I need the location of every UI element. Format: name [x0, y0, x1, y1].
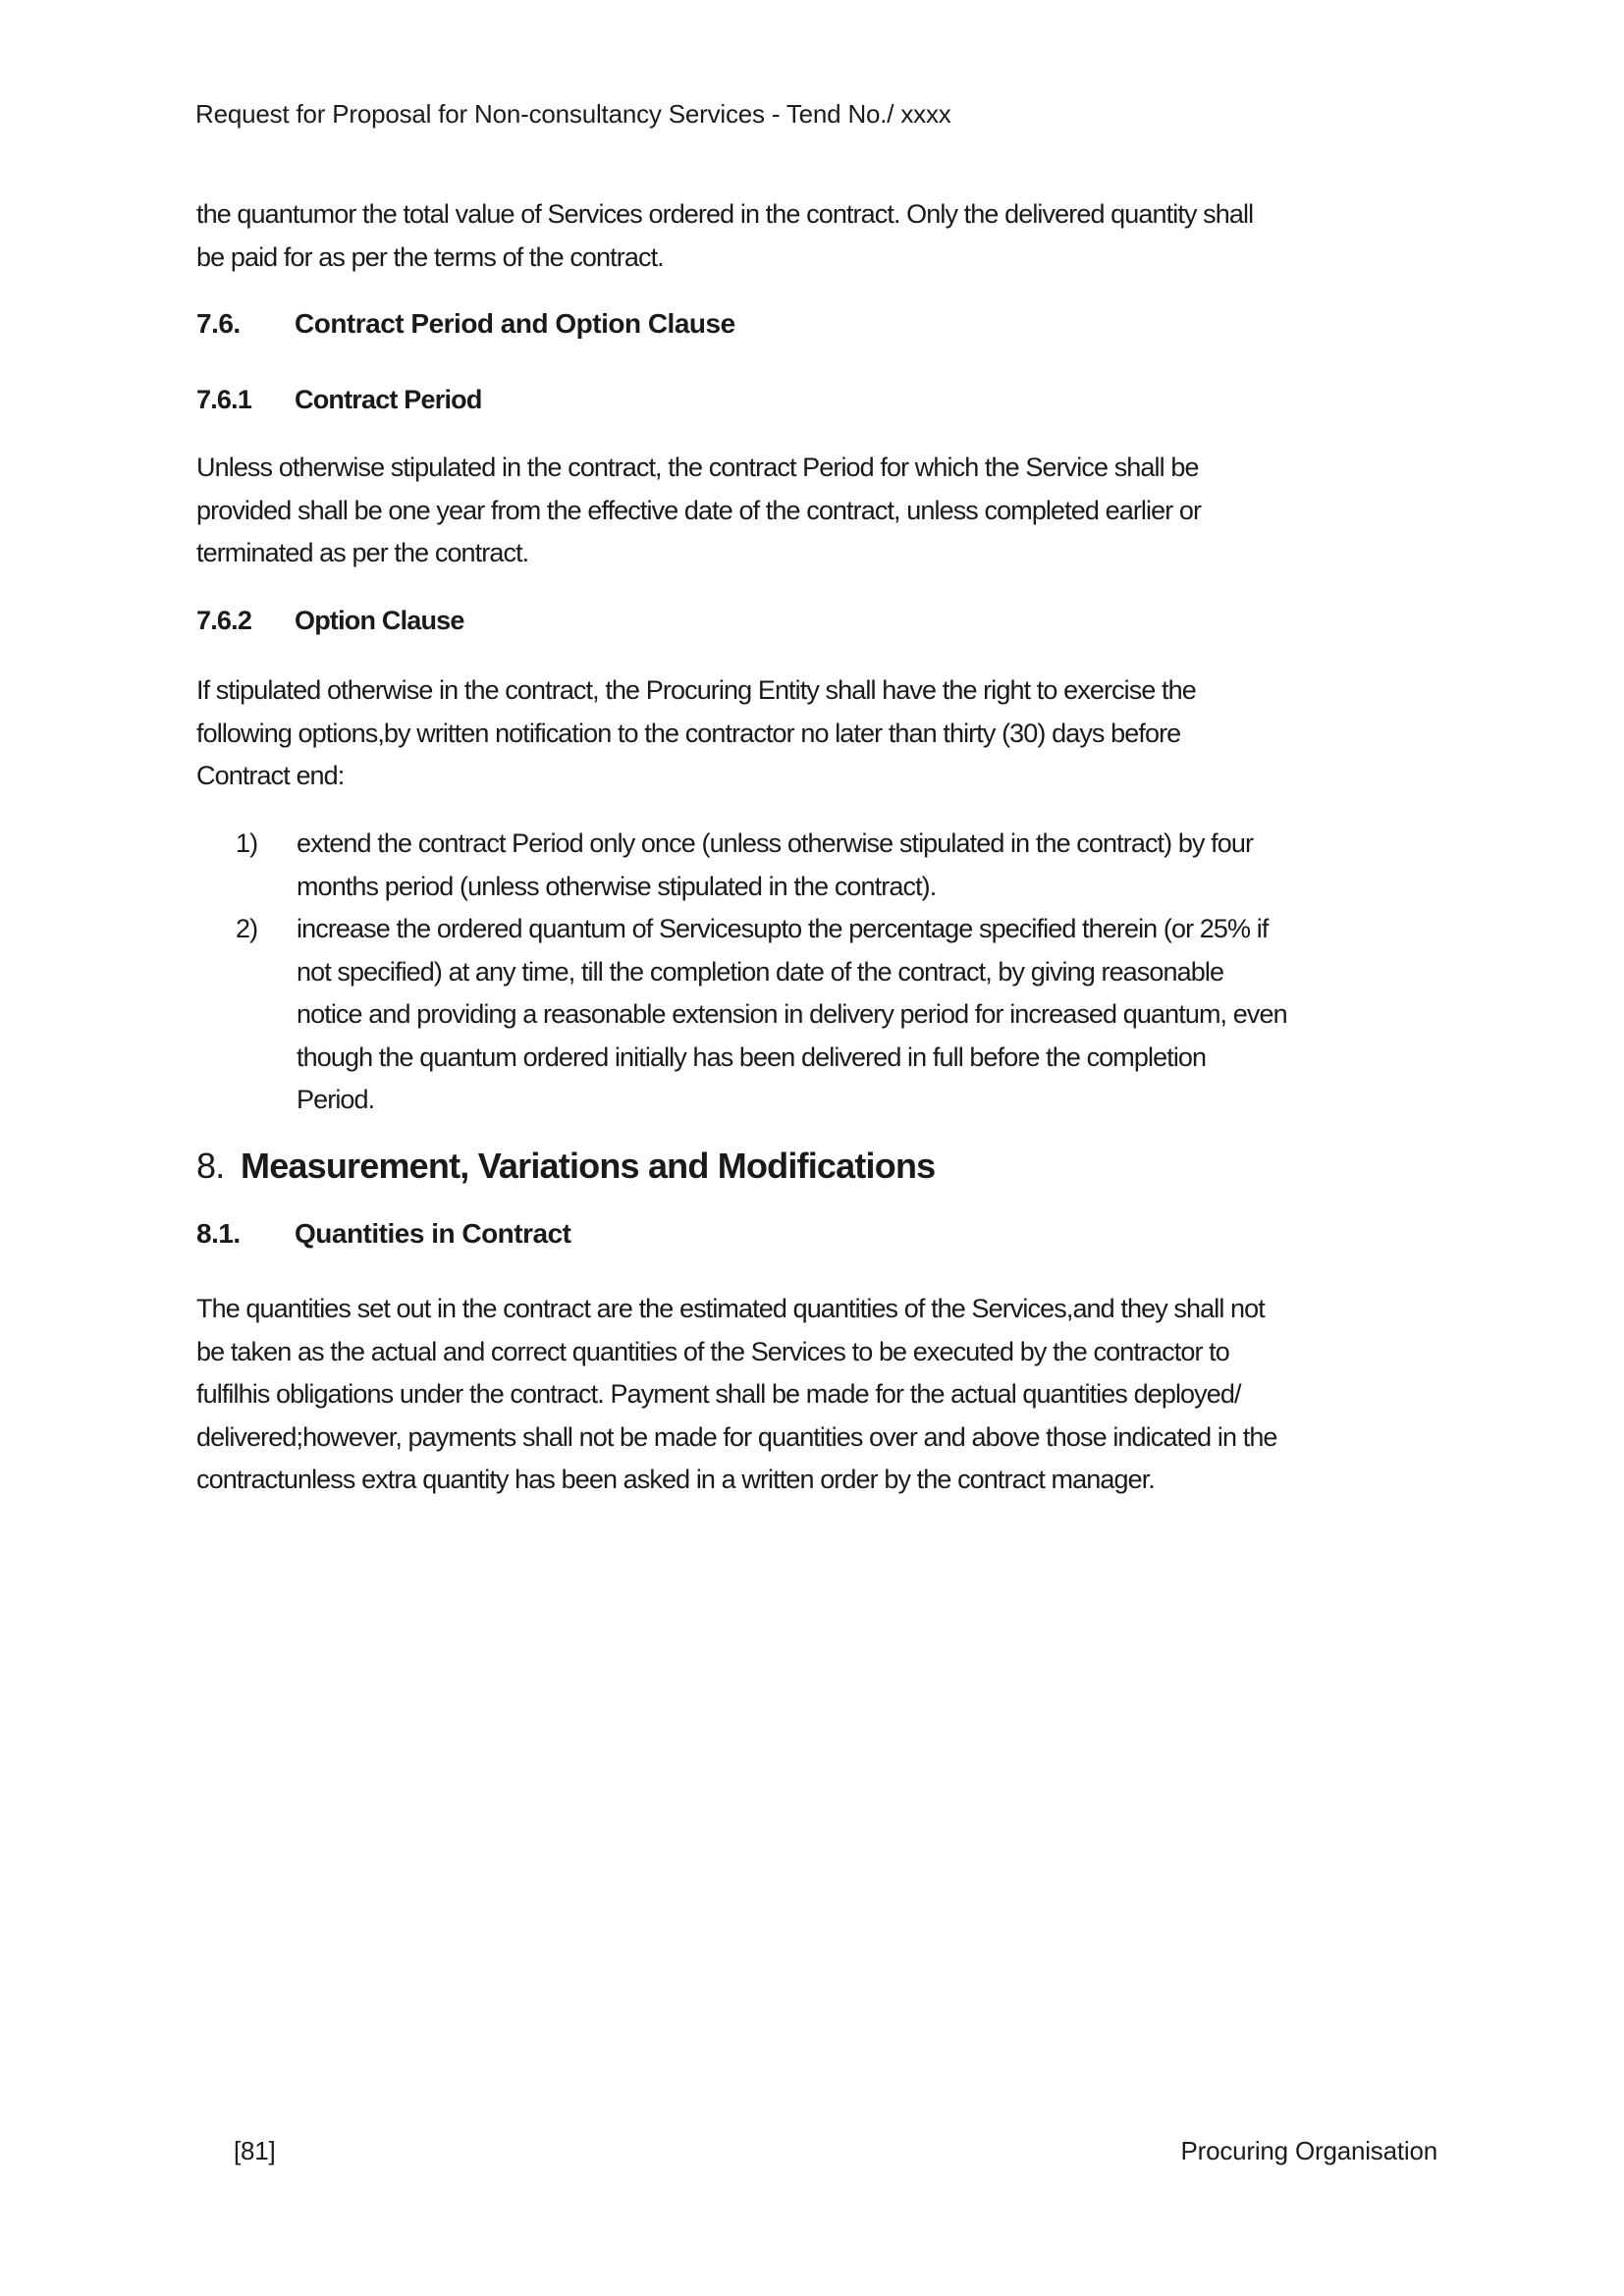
text-line: though the quantum ordered initially has been delivered in full before the completion	[297, 1041, 1207, 1072]
text-line: the quantumor the total value of Services ordered in the contract. Only the delivered quantity shall	[196, 199, 1254, 229]
page-footer	[196, 2136, 1437, 2175]
list-item-1	[196, 823, 1453, 908]
text-line: provided shall be one year from the effective date of the contract, unless completed earlier or	[196, 495, 1202, 525]
text-line: fulfilhis obligations under the contract. Payment shall be made for the actual quantities deployed/	[196, 1379, 1241, 1409]
paragraph-quantities	[196, 1288, 1453, 1502]
text-line: not specified) at any time, till the completion date of the contract, by giving reasonable	[297, 956, 1224, 987]
text-line: If stipulated otherwise in the contract, the Procuring Entity shall have the right to exercise the	[196, 675, 1196, 705]
footer-page-number: [81]	[234, 2136, 276, 2165]
text-line: delivered;however, payments shall not be made for quantities over and above those indicated in the	[196, 1421, 1277, 1452]
paragraph-option-clause	[196, 669, 1453, 798]
text-line: extend the contract Period only once (unless otherwise stipulated in the contract) by four	[297, 828, 1254, 858]
section-number: 7.6.2	[196, 606, 252, 635]
text-line: Unless otherwise stipulated in the contract, the contract Period for which the Service shall be	[196, 453, 1199, 482]
list-item-text	[297, 823, 1453, 908]
section-number: 8.	[196, 1146, 225, 1186]
list-item-number: 1)	[236, 828, 258, 858]
text-line: Contract end:	[196, 761, 345, 790]
list-item-text	[297, 908, 1453, 1122]
section-title: Option Clause	[295, 606, 464, 635]
section-heading-7-6-1	[196, 385, 482, 415]
section-heading-7-6-2	[196, 606, 464, 636]
text-line: following options,by written notification to the contractor no later than thirty (30) days before	[196, 718, 1181, 748]
section-number: 8.1.	[196, 1218, 241, 1249]
section-heading-8	[196, 1146, 935, 1187]
page-header: Request for Proposal for Non-consultancy Services - Tend No./ xxxx	[195, 99, 951, 129]
text-line: be paid for as per the terms of the contract.	[196, 241, 664, 272]
section-title: Contract Period	[295, 385, 482, 414]
section-heading-8-1	[196, 1218, 570, 1250]
section-title: Quantities in Contract	[295, 1218, 571, 1249]
section-number: 7.6.1	[196, 385, 252, 414]
text-line: be taken as the actual and correct quantities of the Services to be executed by the contractor to	[196, 1336, 1229, 1366]
text-line: The quantities set out in the contract are the estimated quantities of the Services,and they shall not	[196, 1294, 1265, 1323]
text-line: notice and providing a reasonable extension in delivery period for increased quantum, even	[297, 999, 1287, 1029]
section-heading-7-6	[196, 308, 735, 340]
intro-paragraph	[196, 193, 1453, 279]
option-clause-list	[196, 823, 1453, 1122]
text-line: terminated as per the contract.	[196, 538, 529, 567]
list-item-number: 2)	[236, 914, 258, 943]
section-title: Contract Period and Option Clause	[295, 308, 735, 339]
section-title: Measurement, Variations and Modifications	[241, 1146, 936, 1186]
text-line: months period (unless otherwise stipulated in the contract).	[297, 871, 937, 901]
paragraph-contract-period	[196, 447, 1453, 575]
text-line: contractunless extra quantity has been asked in a written order by the contract manager.	[196, 1465, 1155, 1494]
text-line: increase the ordered quantum of Servicesupto the percentage specified therein (or 25% if	[297, 914, 1269, 943]
footer-organisation-label: Procuring Organisation	[1180, 2136, 1437, 2165]
list-item-2	[196, 908, 1453, 1122]
text-line: Period.	[297, 1085, 375, 1114]
section-number: 7.6.	[196, 308, 241, 339]
